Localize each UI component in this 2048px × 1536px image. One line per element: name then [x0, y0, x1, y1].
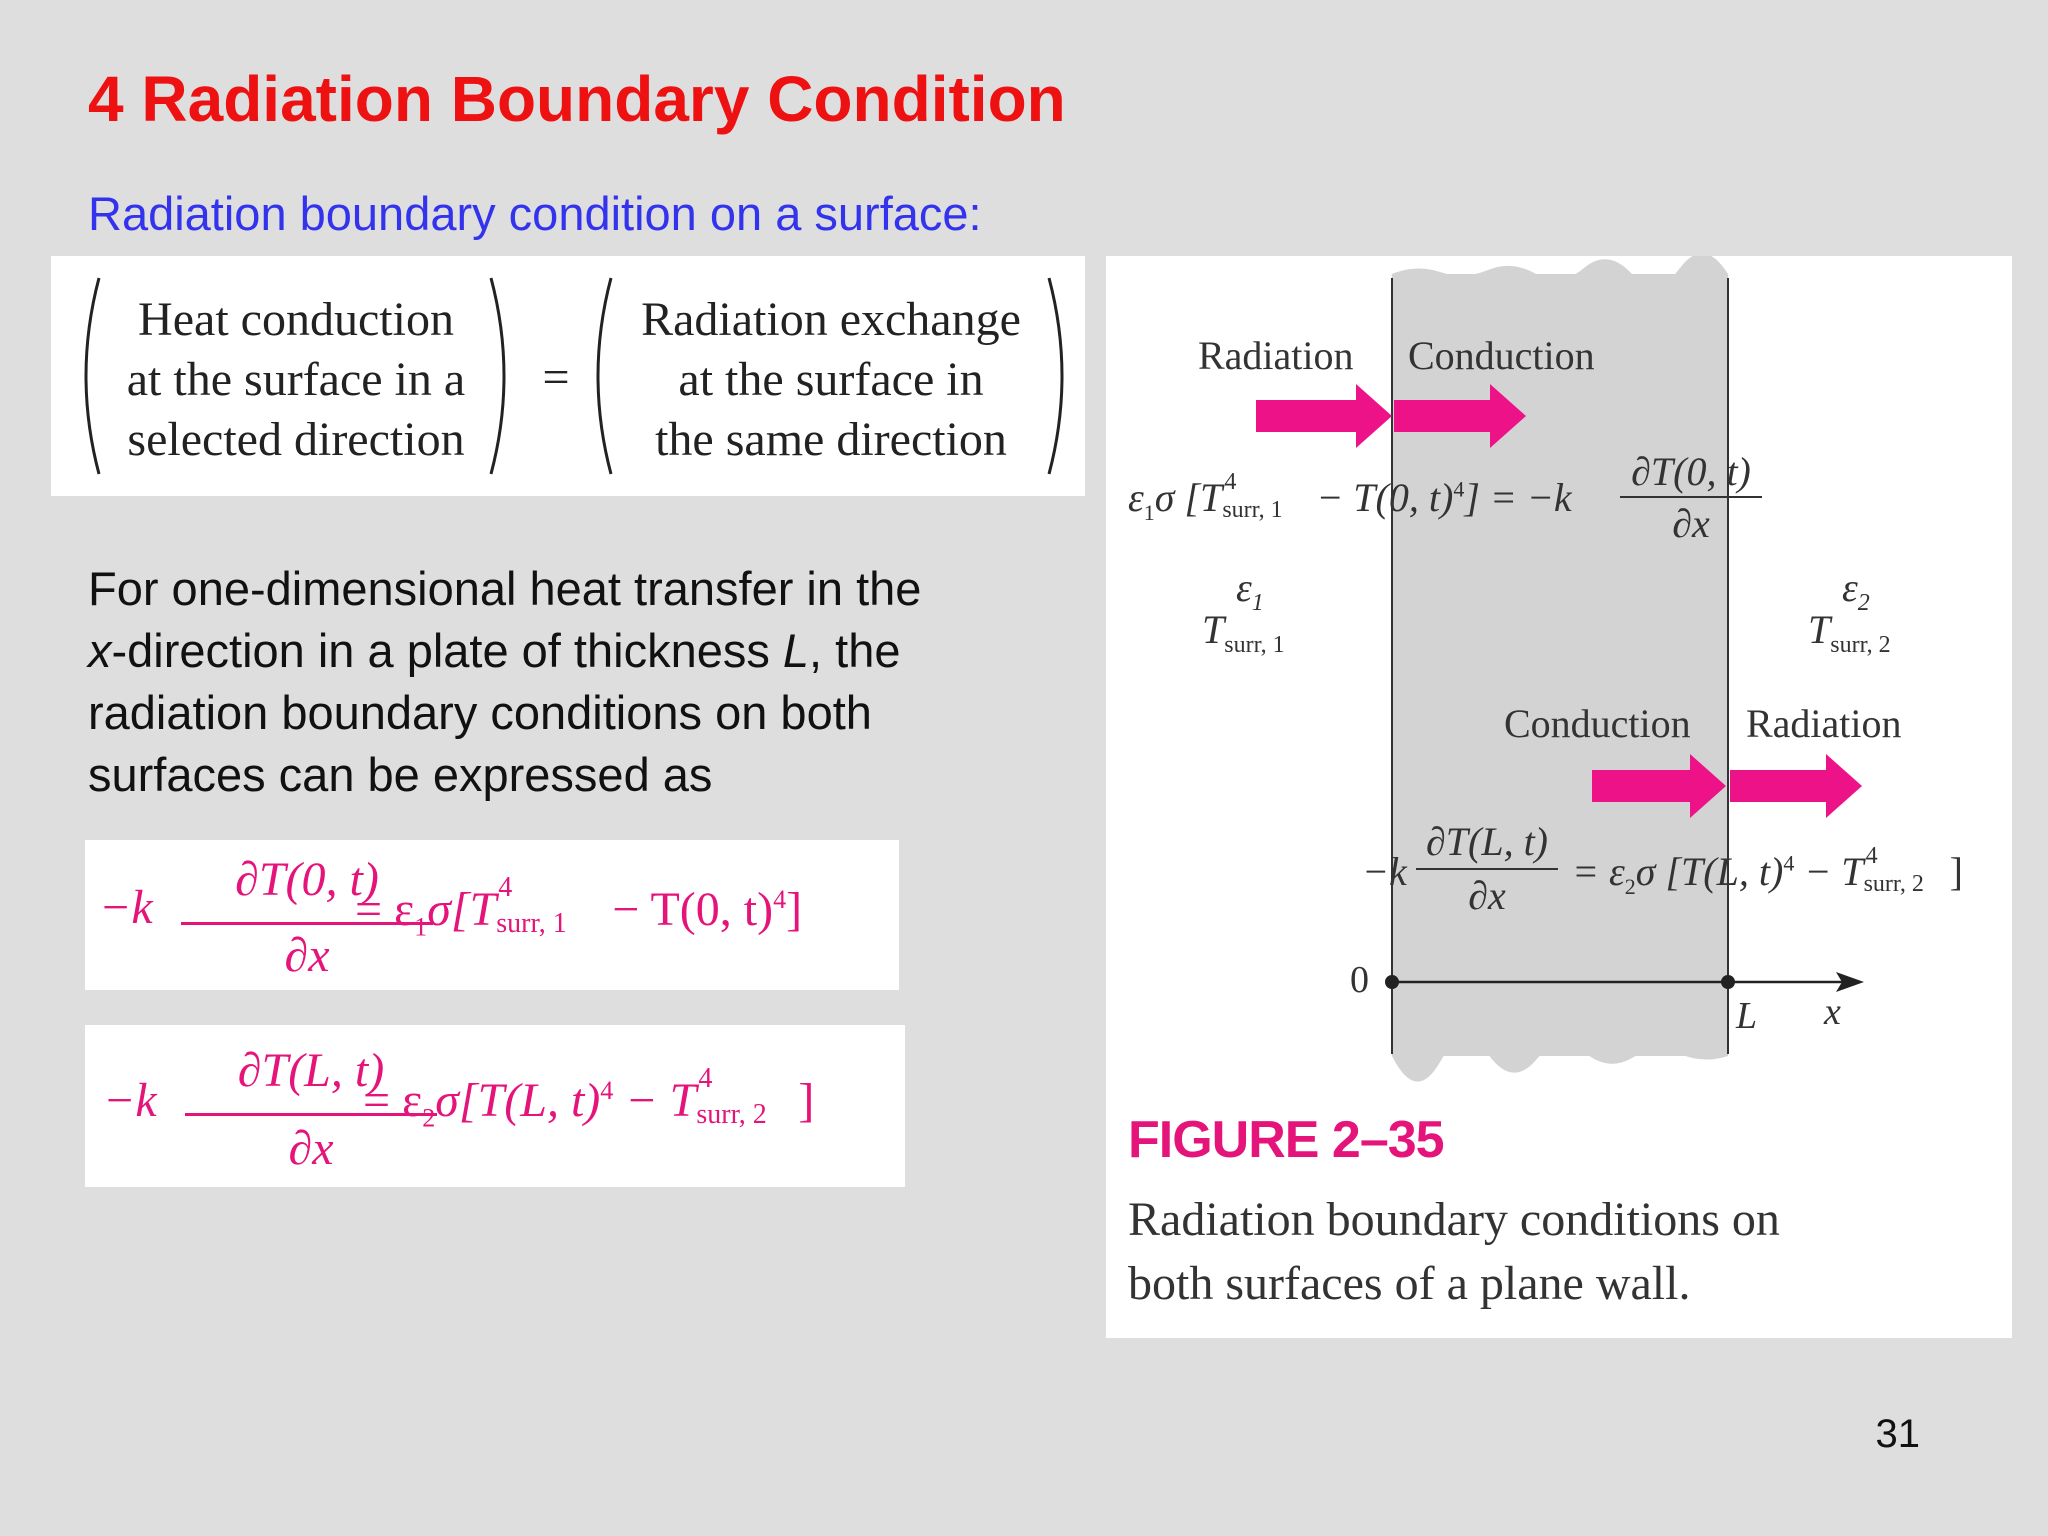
fig-eq-bot-sup2: 4: [1865, 842, 1878, 869]
plane-wall-diagram: [1106, 256, 2012, 1338]
caption-line: both surfaces of a plane wall.: [1128, 1257, 1691, 1310]
body-line: [88, 620, 1048, 682]
eq1-minus-k: −k: [99, 881, 153, 934]
eps1-sub: 1: [1251, 590, 1264, 616]
eq2-rhs-part: − T: [613, 1074, 697, 1127]
axis-L-label: L: [1736, 995, 1758, 1037]
fig-eq-bot-rhs: [1572, 842, 1963, 900]
eq1-numerator: ∂T(0, t): [235, 853, 379, 906]
fig-eq-bot-supsub: [1863, 842, 1950, 897]
fig-eq-bot-sub-surr: surr, 2: [1863, 870, 1924, 897]
label-conduction-left: Conduction: [1408, 333, 1595, 378]
axis-origin-dot: [1385, 975, 1399, 989]
eq1-supsub: [496, 871, 600, 939]
fig-eq-top-denominator: ∂x: [1672, 501, 1710, 546]
fig-eq-bot-part: ]: [1949, 849, 1963, 894]
eq1-sup2: 4: [773, 885, 787, 914]
eq2-rhs-part: = ε: [363, 1074, 423, 1127]
eq1-sup: 4: [498, 871, 513, 903]
fig-eq-sub: 1: [1143, 500, 1155, 525]
eps2: ε: [1842, 565, 1858, 610]
eq2-numerator: ∂T(L, t): [237, 1044, 385, 1097]
eq2-sup1: 4: [600, 1076, 614, 1105]
figure-eq-top: [1128, 468, 1572, 526]
fig-eq-bot-sub: 2: [1624, 874, 1636, 899]
slide-title: 4 Radiation Boundary Condition: [88, 63, 1066, 135]
word-eq-equals: =: [542, 351, 570, 404]
eq2-supsub: [696, 1062, 798, 1130]
eq1-sub: 1: [414, 912, 428, 942]
word-eq-left-line: at the surface in a: [126, 353, 466, 406]
eq2-minus-k: −k: [103, 1074, 157, 1127]
label-radiation-right: Radiation: [1746, 701, 1902, 746]
tsurr2-label: [1808, 606, 1891, 659]
eq1-denominator: ∂x: [284, 929, 330, 982]
body-fragment: -direction in a plate of thickness: [111, 624, 783, 677]
word-equation-box: [51, 256, 1085, 496]
tsurr1: T: [1202, 607, 1225, 652]
fig-eq-part: ε: [1128, 475, 1144, 520]
body-line: radiation boundary conditions on both: [88, 686, 872, 739]
eq1-rhs: [355, 871, 803, 943]
var-x: x: [88, 624, 112, 677]
axis-zero-label: 0: [1350, 959, 1369, 1001]
fig-eq-part: σ [T: [1154, 475, 1223, 520]
body-fragment: , the: [809, 624, 901, 677]
arrow-radiation-right: [1730, 754, 1862, 818]
word-eq-right-line: the same direction: [655, 413, 1007, 466]
eq1-sub-surr: surr, 1: [496, 907, 567, 939]
eq1-rhs-part: = ε: [355, 883, 415, 936]
eq2-sup: 4: [698, 1062, 713, 1094]
fig-eq-sup2: 4: [1453, 476, 1465, 502]
word-eq-right-line: at the surface in: [678, 353, 984, 406]
fig-eq-top-numerator: ∂T(0, t): [1631, 449, 1751, 494]
eq2-sub-surr: surr, 2: [696, 1098, 767, 1130]
eq2-rhs-part: σ[T(L, t): [435, 1074, 601, 1127]
plane-wall-body: [1392, 274, 1728, 1056]
equation-1: [85, 840, 899, 990]
fig-eq-bot-part: σ [T(L, t): [1635, 849, 1784, 894]
arrow-radiation-left: [1256, 384, 1392, 448]
body-paragraph: [88, 558, 1048, 806]
word-eq-right-line: Radiation exchange: [641, 293, 1021, 346]
word-eq-left-line: Heat conduction: [138, 293, 454, 346]
page-number: 31: [1875, 1412, 1920, 1456]
fig-eq-supsub: [1222, 468, 1306, 523]
figure-caption: [1128, 1188, 1780, 1316]
tsurr2: T: [1808, 607, 1831, 652]
fig-eq-bot-minus-k: −k: [1362, 849, 1407, 894]
caption-line: Radiation boundary conditions on: [1128, 1193, 1780, 1246]
fig-eq-bot-numerator: ∂T(L, t): [1425, 819, 1548, 864]
eq2-sub: 2: [422, 1103, 436, 1133]
word-eq-left-line: selected direction: [127, 413, 465, 466]
tsurr1-sub: surr, 1: [1224, 632, 1285, 658]
fig-eq-bot-part: − T: [1794, 849, 1864, 894]
fig-eq-part: − T(0, t): [1306, 475, 1454, 520]
word-eq-left: [101, 290, 491, 470]
axis-x-label: x: [1824, 991, 1841, 1033]
slide-subtitle: Radiation boundary condition on a surface:: [88, 187, 982, 240]
figure-caption-label: FIGURE 2–35: [1128, 1111, 1444, 1169]
body-line: For one-dimensional heat transfer in the: [88, 562, 922, 615]
fig-eq-bot-bar: [1416, 868, 1558, 870]
fig-eq-bot-denominator: ∂x: [1468, 873, 1506, 918]
fig-eq-bot-sup: 4: [1783, 850, 1795, 876]
fig-eq-bot-part: = ε: [1572, 849, 1625, 894]
figure-2-35: [1106, 256, 2012, 1338]
fig-eq-sup: 4: [1224, 468, 1237, 495]
eps2-sub: 2: [1857, 590, 1870, 616]
axis-L-dot: [1721, 975, 1735, 989]
equation-2: [85, 1025, 905, 1187]
label-radiation-left: Radiation: [1198, 333, 1354, 378]
eps1: ε: [1236, 565, 1252, 610]
eq1-rhs-part: σ[T: [427, 883, 497, 936]
fig-eq-top-bar: [1620, 496, 1762, 498]
eq2-denominator: ∂x: [288, 1122, 334, 1175]
var-L: L: [782, 624, 810, 677]
word-eq-right: [613, 290, 1049, 470]
tsurr2-sub: surr, 2: [1830, 632, 1891, 658]
eq2-rhs: [363, 1062, 815, 1134]
eq2-rhs-part: ]: [798, 1074, 815, 1127]
eq1-rhs-part: − T(0, t): [600, 883, 774, 936]
fig-eq-part: ] = −k: [1464, 475, 1572, 520]
eq1-rhs-part: ]: [786, 883, 803, 936]
fig-eq-sub-surr: surr, 1: [1222, 496, 1283, 523]
body-line: surfaces can be expressed as: [88, 748, 713, 801]
tsurr1-label: [1202, 606, 1285, 659]
label-conduction-right: Conduction: [1504, 701, 1691, 746]
